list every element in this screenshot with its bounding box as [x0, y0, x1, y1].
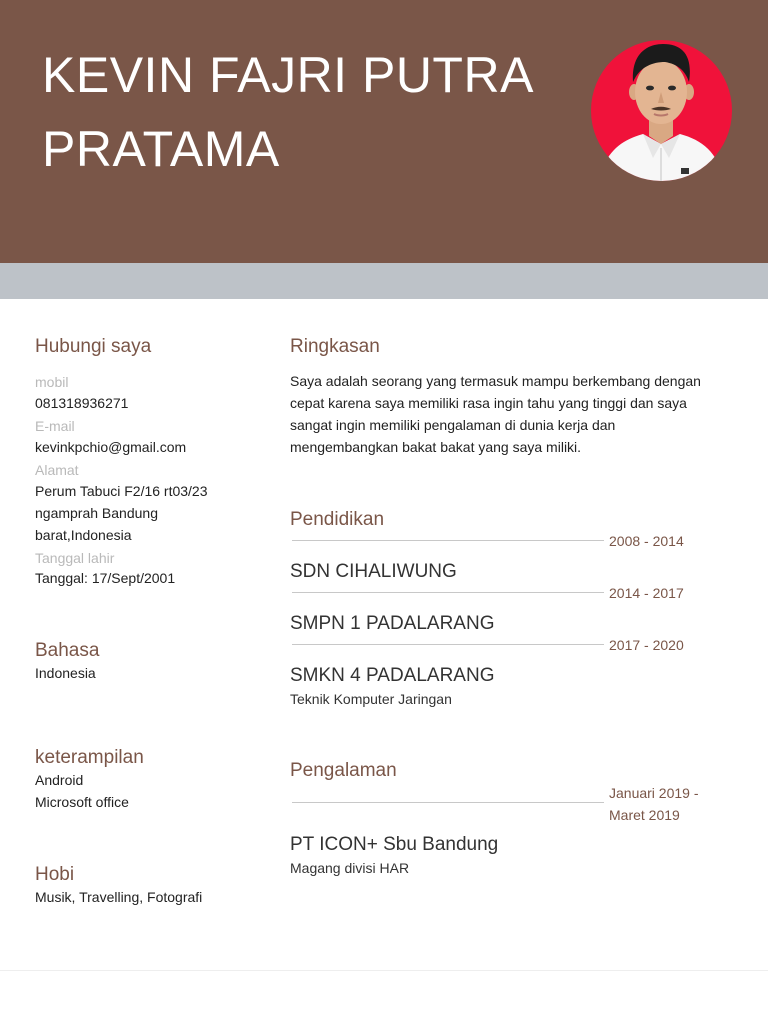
birth-value: Tanggal: 17/Sept/2001 — [35, 570, 176, 586]
address-label: Alamat — [35, 462, 79, 478]
birth-label: Tanggal lahir — [35, 550, 115, 566]
experience-company: PT ICON+ Sbu Bandung — [290, 834, 499, 855]
profile-photo — [591, 40, 732, 181]
education-school: SMKN 4 PADALARANG — [290, 665, 495, 686]
footer-divider — [0, 970, 768, 971]
education-section-title: Pendidikan — [290, 509, 385, 530]
address-line-1: Perum Tabuci F2/16 rt03/23 — [35, 483, 208, 499]
education-major: Teknik Komputer Jaringan — [290, 691, 452, 707]
experience-years-end: Maret 2019 — [609, 807, 680, 823]
education-school: SDN CIHALIWUNG — [290, 561, 457, 582]
email-value[interactable]: kevinkpchio@gmail.com — [35, 439, 187, 455]
mobile-label: mobil — [35, 374, 69, 390]
timeline-divider — [292, 802, 604, 803]
header-divider-band — [0, 263, 768, 299]
skills-section-title: keterampilan — [35, 747, 144, 768]
education-years: 2008 - 2014 — [609, 533, 684, 549]
name-line-2: PRATAMA — [42, 121, 280, 177]
timeline-divider — [292, 540, 604, 541]
education-years: 2014 - 2017 — [609, 585, 684, 601]
education-years: 2017 - 2020 — [609, 637, 684, 653]
email-label: E-mail — [35, 418, 75, 434]
experience-section-title: Pengalaman — [290, 760, 397, 781]
mobile-value: 081318936271 — [35, 395, 129, 411]
language-section-title: Bahasa — [35, 640, 100, 661]
summary-text: Saya adalah seorang yang termasuk mampu berkembang dengan cepat karena saya memiliki rasa ingin tahu yang tinggi dan saya sangat ingin memiliki pengalaman di dunia kerja dan mengembangkan bakat bakat yang saya miliki. — [290, 373, 701, 455]
education-school: SMPN 1 PADALARANG — [290, 613, 495, 634]
timeline-divider — [292, 592, 604, 593]
timeline-divider — [292, 644, 604, 645]
experience-role: Magang divisi HAR — [290, 860, 410, 876]
person-portrait-icon — [591, 40, 732, 181]
address-line-2: ngamprah Bandung — [35, 505, 158, 521]
header-banner — [0, 0, 768, 263]
full-name — [42, 38, 562, 186]
experience-years-start: Januari 2019 - — [609, 785, 699, 801]
language-value: Indonesia — [35, 665, 96, 681]
summary-section-title: Ringkasan — [290, 336, 380, 357]
hobby-section-title: Hobi — [35, 864, 75, 885]
skill-item: Android — [35, 772, 84, 788]
hobby-value: Musik, Travelling, Fotografi — [35, 889, 203, 905]
address-line-3: barat,Indonesia — [35, 527, 132, 543]
name-line-1: KEVIN FAJRI PUTRA — [42, 47, 534, 103]
skill-item: Microsoft office — [35, 794, 129, 810]
contact-section-title: Hubungi saya — [35, 336, 152, 357]
